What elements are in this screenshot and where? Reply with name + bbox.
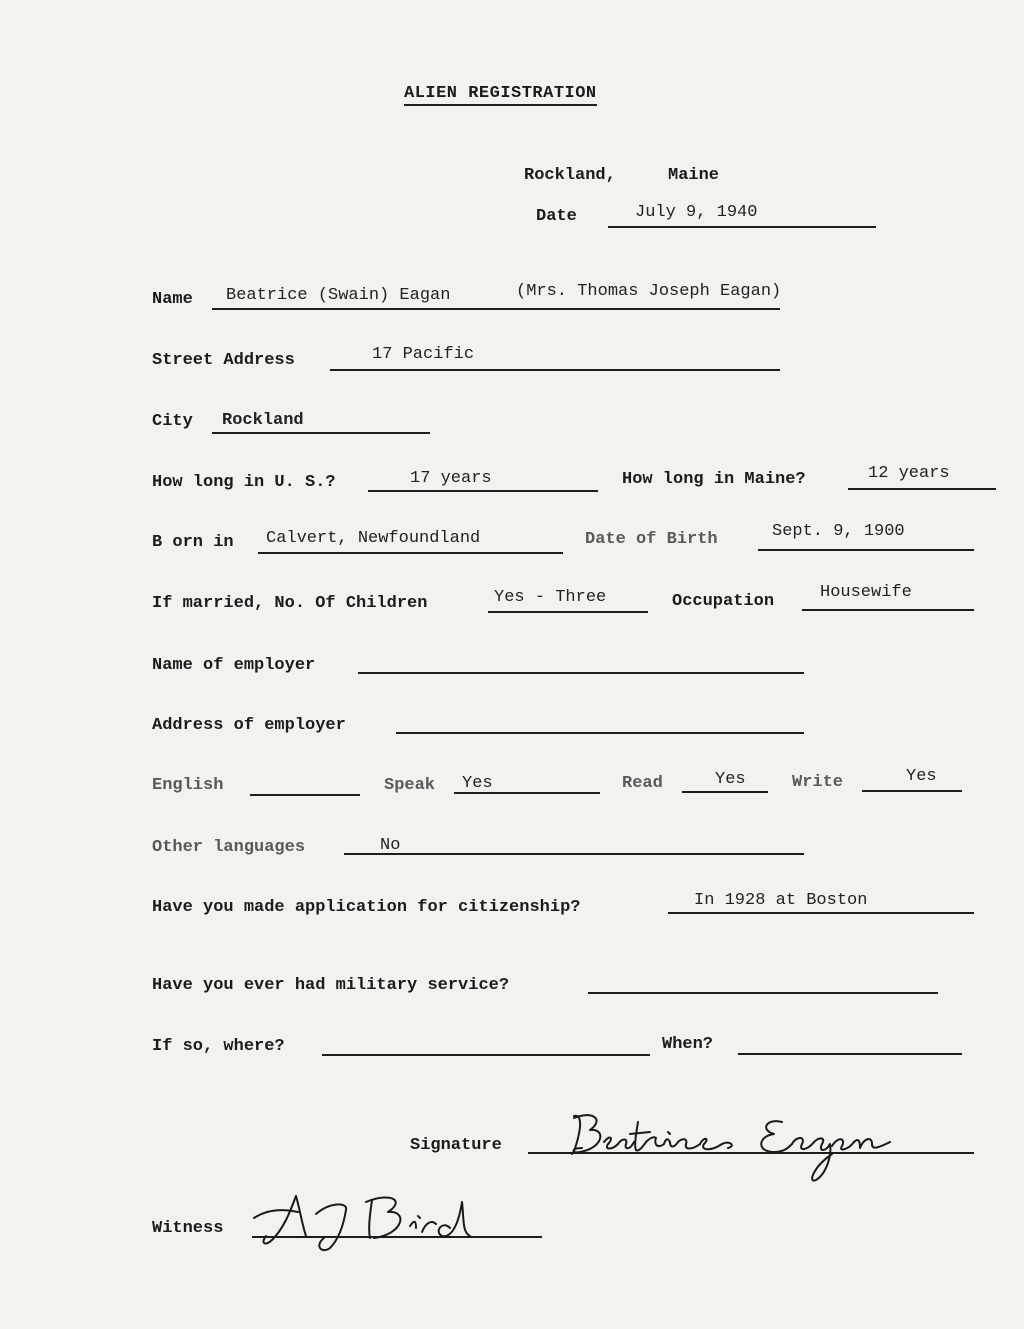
name-value: Beatrice (Swain) Eagan bbox=[226, 286, 451, 305]
occupation-value: Housewife bbox=[820, 583, 912, 602]
citizenship-label: Have you made application for citizenship? bbox=[152, 898, 581, 917]
us-years-value: 17 years bbox=[410, 469, 492, 488]
other-languages-value: No bbox=[380, 836, 401, 855]
where-label: If so, where? bbox=[152, 1037, 285, 1056]
form-title: ALIEN REGISTRATION bbox=[404, 84, 597, 106]
citizenship-value: In 1928 at Boston bbox=[694, 891, 868, 910]
citizenship-line bbox=[668, 912, 974, 914]
employer-name-label: Name of employer bbox=[152, 656, 316, 675]
street-label: Street Address bbox=[152, 351, 295, 370]
dob-value: Sept. 9, 1900 bbox=[772, 522, 905, 541]
name-label: Name bbox=[152, 290, 193, 309]
street-line bbox=[330, 369, 780, 371]
signature-handwriting bbox=[560, 1108, 930, 1188]
children-label: If married, No. Of Children bbox=[152, 594, 428, 613]
witness-handwriting bbox=[250, 1188, 500, 1254]
street-value: 17 Pacific bbox=[372, 345, 475, 364]
speak-value: Yes bbox=[462, 774, 493, 793]
city-label: City bbox=[152, 412, 193, 431]
other-languages-label: Other languages bbox=[152, 838, 306, 857]
maine-years-label: How long in Maine? bbox=[622, 470, 806, 489]
military-line bbox=[588, 992, 938, 994]
born-line bbox=[258, 552, 563, 554]
us-years-label: How long in U. S.? bbox=[152, 473, 336, 492]
read-label: Read bbox=[622, 774, 663, 793]
read-line bbox=[682, 791, 768, 793]
name-line bbox=[212, 308, 780, 310]
occupation-label: Occupation bbox=[672, 592, 775, 611]
children-line bbox=[488, 611, 648, 613]
speak-label: Speak bbox=[384, 776, 436, 795]
name-extra: (Mrs. Thomas Joseph Eagan) bbox=[516, 282, 782, 301]
write-value: Yes bbox=[906, 767, 937, 786]
english-line bbox=[250, 794, 360, 796]
when-label: When? bbox=[662, 1035, 714, 1054]
where-line bbox=[322, 1054, 650, 1056]
witness-label: Witness bbox=[152, 1219, 224, 1238]
dob-label: Date of Birth bbox=[585, 530, 718, 549]
date-value: July 9, 1940 bbox=[635, 203, 758, 222]
occupation-line bbox=[802, 609, 974, 611]
born-value: Calvert, Newfoundland bbox=[266, 529, 481, 548]
write-label: Write bbox=[792, 773, 844, 792]
maine-years-line bbox=[848, 488, 996, 490]
born-label: B orn in bbox=[152, 533, 234, 552]
date-label: Date bbox=[536, 207, 577, 226]
write-line bbox=[862, 790, 962, 792]
maine-years-value: 12 years bbox=[868, 464, 950, 483]
city-line bbox=[212, 432, 430, 434]
dob-line bbox=[758, 549, 974, 551]
military-label: Have you ever had military service? bbox=[152, 976, 510, 995]
when-line bbox=[738, 1053, 962, 1055]
us-years-line bbox=[368, 490, 598, 492]
place-city: Rockland, bbox=[524, 166, 616, 185]
date-line bbox=[608, 226, 876, 228]
read-value: Yes bbox=[715, 770, 746, 789]
employer-address-label: Address of employer bbox=[152, 716, 346, 735]
place-state: Maine bbox=[668, 166, 720, 185]
children-value: Yes - Three bbox=[494, 588, 607, 607]
signature-label: Signature bbox=[410, 1136, 502, 1155]
english-label: English bbox=[152, 776, 224, 795]
other-languages-line bbox=[344, 853, 804, 855]
employer-address-line bbox=[396, 732, 804, 734]
employer-name-line bbox=[358, 672, 804, 674]
city-value: Rockland bbox=[222, 411, 304, 430]
